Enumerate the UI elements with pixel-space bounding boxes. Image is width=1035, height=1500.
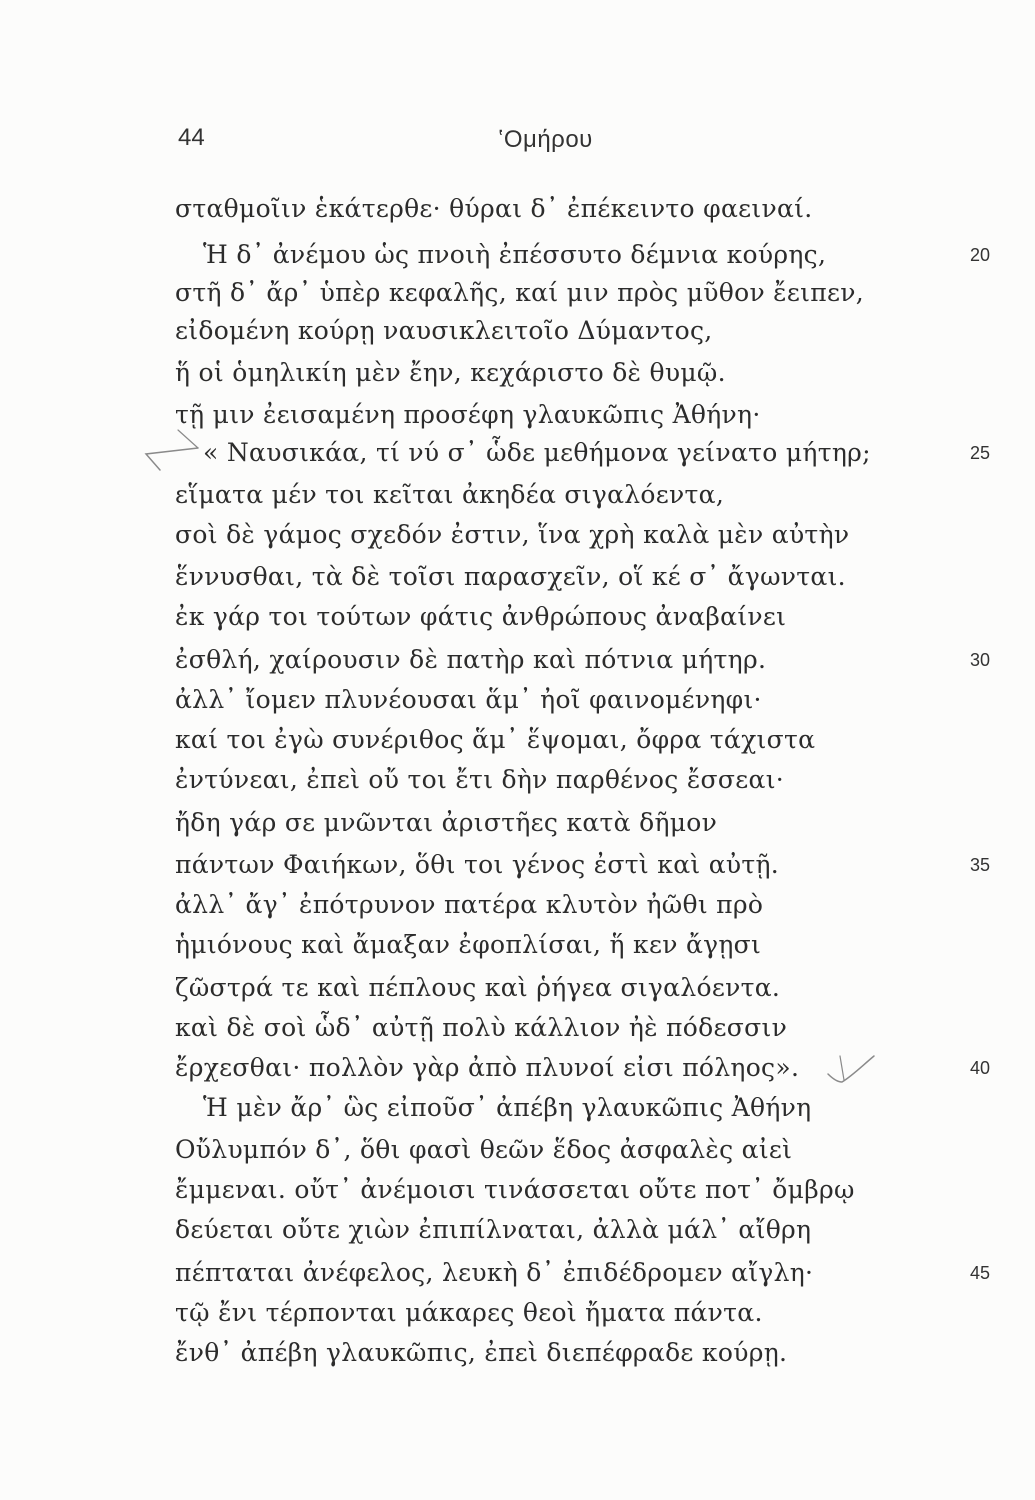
page-number: 44 bbox=[178, 124, 205, 151]
verse-line bbox=[0, 1008, 1035, 1048]
verse-text: εἰδομένη κούρῃ ναυσικλειτοῖο Δύμαντος, bbox=[175, 316, 713, 345]
line-number: 40 bbox=[969, 1058, 991, 1078]
verse-text: τῇ μιν ἐεισαμένη προσέφη γλαυκῶπις Ἀθήνη· bbox=[175, 400, 761, 429]
verse-line bbox=[0, 433, 1035, 473]
verse-text: Ἡ δ᾽ ἀνέμου ὡς πνοιὴ ἐπέσσυτο δέμνια κούρης, bbox=[203, 240, 827, 269]
verse-text: ἐντύνεαι, ἐπεὶ οὔ τοι ἔτι δὴν παρθένος ἔσσεαι· bbox=[175, 765, 785, 794]
verse-text: ζῶστρά τε καὶ πέπλους καὶ ῥήγεα σιγαλόεντα. bbox=[175, 973, 781, 1002]
verse-text: σταθμοῖιν ἑκάτερθε· θύραι δ᾽ ἐπέκειντο φαειναί. bbox=[175, 194, 813, 223]
verse-line bbox=[0, 597, 1035, 637]
verse-text: ἐσθλή, χαίρουσιν δὲ πατὴρ καὶ πότνια μήτηρ. bbox=[175, 645, 767, 674]
verse-text: τῷ ἔνι τέρπονται μάκαρες θεοὶ ἤματα πάντα. bbox=[175, 1298, 763, 1327]
verse-line bbox=[0, 395, 1035, 435]
verse-line bbox=[0, 1253, 1035, 1293]
verse-text: ἤδη γάρ σε μνῶνται ἀριστῆες κατὰ δῆμον bbox=[175, 808, 718, 837]
line-number: 35 bbox=[969, 855, 991, 875]
line-number: 20 bbox=[969, 245, 991, 265]
verse-text: ἔρχεσθαι· πολλὸν γὰρ ἀπὸ πλυνοί εἰσι πόληος». bbox=[175, 1053, 800, 1082]
verse-line bbox=[0, 680, 1035, 720]
verse-text: δεύεται οὔτε χιὼν ἐπιπίλναται, ἀλλὰ μάλ᾽ αἴθρη bbox=[175, 1215, 812, 1244]
verse-line bbox=[0, 475, 1035, 515]
verse-line bbox=[0, 1293, 1035, 1333]
verse-line bbox=[0, 515, 1035, 555]
verse-line bbox=[0, 803, 1035, 843]
verse-line bbox=[0, 189, 1035, 229]
line-number: 25 bbox=[969, 443, 991, 463]
verse-line bbox=[0, 1088, 1035, 1128]
running-head: ʽΟμήρου bbox=[498, 126, 593, 153]
verse-line bbox=[0, 1130, 1035, 1170]
verse-text: ἡμιόνους καὶ ἄμαξαν ἐφοπλίσαι, ἥ κεν ἄγῃσι bbox=[175, 930, 762, 959]
verse-line bbox=[0, 235, 1035, 275]
verse-text: ἐκ γάρ τοι τούτων φάτις ἀνθρώπους ἀναβαίνει bbox=[175, 602, 787, 631]
verse-line bbox=[0, 720, 1035, 760]
verse-line bbox=[0, 925, 1035, 965]
verse-text: Ἡ μὲν ἄρ᾽ ὣς εἰποῦσ᾽ ἀπέβη γλαυκῶπις Ἀθήνη bbox=[203, 1093, 812, 1122]
verse-line bbox=[0, 885, 1035, 925]
verse-line bbox=[0, 845, 1035, 885]
verse-line bbox=[0, 1048, 1035, 1088]
verse-text: καὶ δὲ σοὶ ὧδ᾽ αὐτῇ πολὺ κάλλιον ἠὲ πόδεσσιν bbox=[175, 1013, 788, 1042]
verse-line bbox=[0, 1333, 1035, 1373]
verse-text: ἔνθ᾽ ἀπέβη γλαυκῶπις, ἐπεὶ διεπέφραδε κούρῃ. bbox=[175, 1338, 788, 1367]
line-number: 45 bbox=[969, 1263, 991, 1283]
verse-line bbox=[0, 353, 1035, 393]
verse-line bbox=[0, 640, 1035, 680]
verse-text: « Ναυσικάα, τί νύ σ᾽ ὧδε μεθήμονα γείνατο μήτηρ; bbox=[203, 438, 871, 467]
line-number: 30 bbox=[969, 650, 991, 670]
verse-text: σοὶ δὲ γάμος σχεδόν ἐστιν, ἵνα χρὴ καλὰ μὲν αὐτὴν bbox=[175, 520, 850, 549]
verse-text: πέπταται ἀνέφελος, λευκὴ δ᾽ ἐπιδέδρομεν αἴγλη· bbox=[175, 1258, 814, 1287]
verse-text: ἥ οἱ ὁμηλικίη μὲν ἔην, κεχάριστο δὲ θυμῷ. bbox=[175, 358, 726, 387]
verse-text: ἀλλ᾽ ἄγ᾽ ἐπότρυνον πατέρα κλυτὸν ἠῶθι πρὸ bbox=[175, 890, 764, 919]
verse-line bbox=[0, 311, 1035, 351]
verse-text: ἔμμεναι. οὔτ᾽ ἀνέμοισι τινάσσεται οὔτε ποτ᾽ ὄμβρῳ bbox=[175, 1175, 855, 1204]
verse-line bbox=[0, 273, 1035, 313]
verse-text: ἕννυσθαι, τὰ δὲ τοῖσι παρασχεῖν, οἵ κέ σ᾽ ἄγωνται. bbox=[175, 562, 846, 591]
verse-line bbox=[0, 1210, 1035, 1250]
verse-text: πάντων Φαιήκων, ὅθι τοι γένος ἐστὶ καὶ αὐτῇ. bbox=[175, 850, 780, 879]
verse-line bbox=[0, 557, 1035, 597]
verse-line bbox=[0, 760, 1035, 800]
verse-line bbox=[0, 1170, 1035, 1210]
verse-text: εἵματα μέν τοι κεῖται ἀκηδέα σιγαλόεντα, bbox=[175, 480, 725, 509]
verse-text: Οὔλυμπόν δ᾽, ὅθι φασὶ θεῶν ἕδος ἀσφαλὲς αἰεὶ bbox=[175, 1135, 793, 1164]
verse-text: ἀλλ᾽ ἴομεν πλυνέουσαι ἅμ᾽ ἠοῖ φαινομένηφι· bbox=[175, 685, 762, 714]
verse-line bbox=[0, 968, 1035, 1008]
verse-text: καί τοι ἐγὼ συνέριθος ἅμ᾽ ἕψομαι, ὄφρα τάχιστα bbox=[175, 725, 816, 754]
verse-text: στῆ δ᾽ ἄρ᾽ ὑπὲρ κεφαλῆς, καί μιν πρὸς μῦθον ἔειπεν, bbox=[175, 278, 864, 307]
